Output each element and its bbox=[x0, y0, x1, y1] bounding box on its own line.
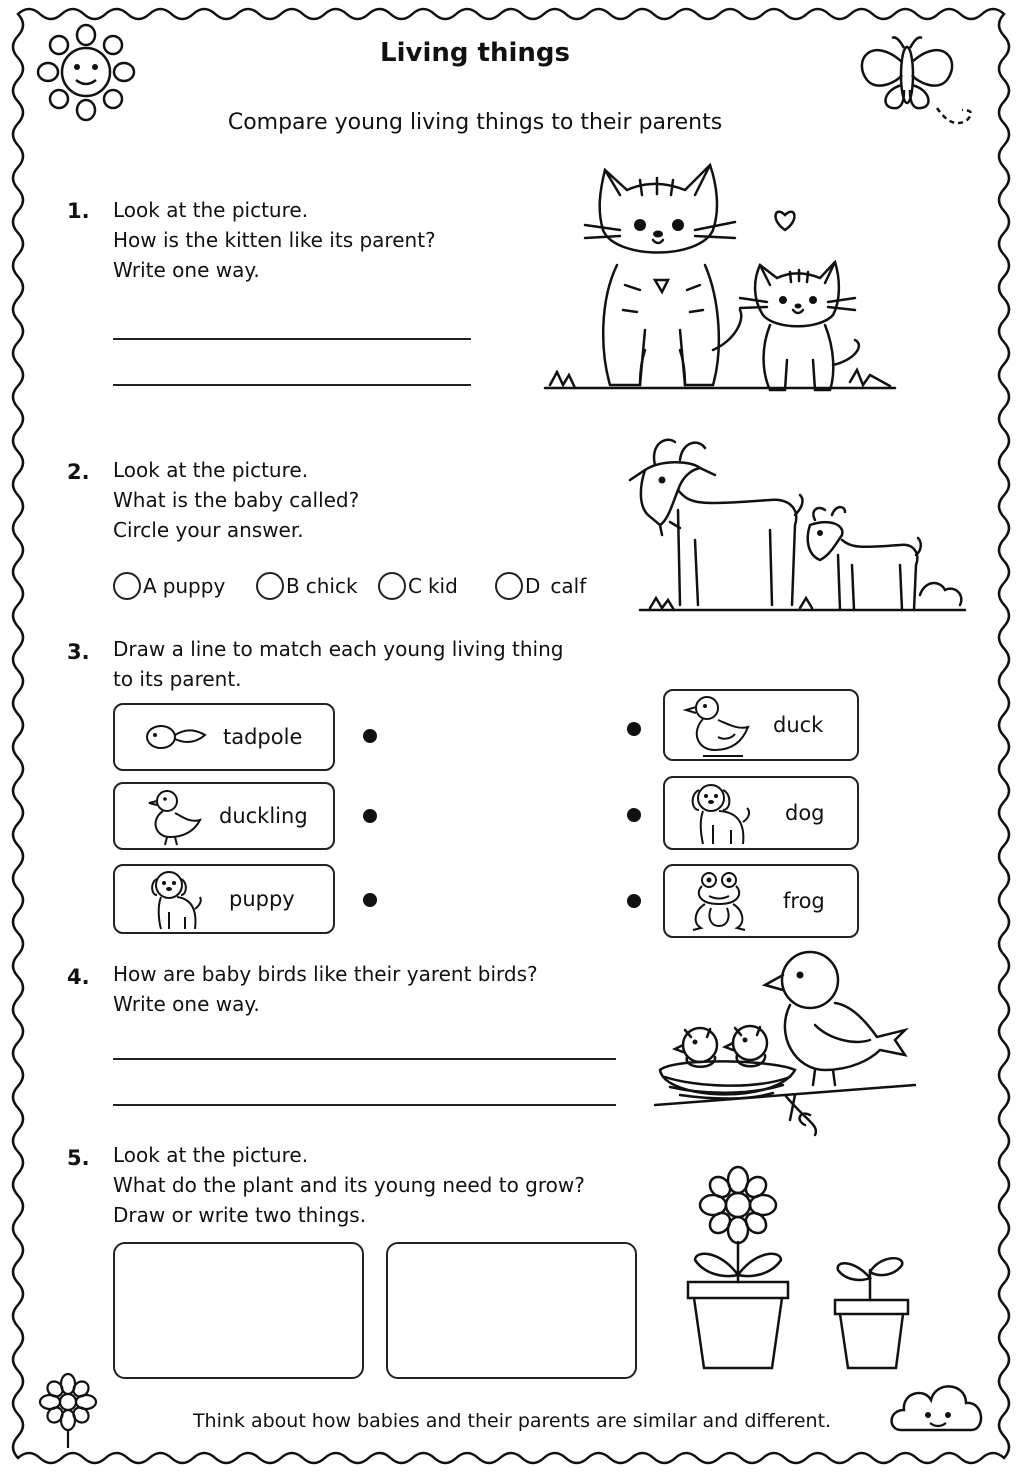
question-2-line-3: Circle your answer. bbox=[113, 518, 304, 542]
question-1-line-3: Write one way. bbox=[113, 258, 260, 282]
footer-note: Think about how babies and their parents are similar and different. bbox=[192, 1410, 832, 1432]
answer-line-q1-1[interactable] bbox=[113, 338, 471, 340]
young-label-3: puppy bbox=[229, 887, 295, 911]
page-subtitle: Compare young living things to their parents bbox=[227, 110, 723, 135]
option-b-radio[interactable] bbox=[256, 572, 284, 600]
question-4-line-2: Write one way. bbox=[113, 992, 260, 1016]
option-d-radio[interactable] bbox=[495, 572, 523, 600]
option-a[interactable] bbox=[113, 572, 225, 600]
question-4-line-1: How are baby birds like their yarent birds? bbox=[113, 962, 538, 986]
question-3-line-1: Draw a line to match each young living thing bbox=[113, 637, 564, 661]
option-b-text: chick bbox=[305, 574, 358, 598]
question-5-line-1: Look at the picture. bbox=[113, 1143, 309, 1167]
question-5-line-2: What do the plant and its young need to grow? bbox=[113, 1173, 585, 1197]
parent-label-3: frog bbox=[783, 889, 825, 913]
duck-icon bbox=[683, 692, 753, 758]
drawing-box-2[interactable] bbox=[386, 1242, 637, 1379]
match-dot-young-3[interactable] bbox=[363, 893, 377, 907]
sun-icon bbox=[28, 22, 138, 122]
question-2-number: 2. bbox=[67, 460, 90, 484]
young-label-2: duckling bbox=[219, 804, 308, 828]
goat-and-kid-illustration bbox=[620, 430, 970, 615]
match-card-parent-1[interactable] bbox=[663, 689, 859, 761]
option-c-radio[interactable] bbox=[378, 572, 406, 600]
option-d-text: calf bbox=[550, 574, 587, 598]
question-3-number: 3. bbox=[67, 640, 90, 664]
question-2-line-1: Look at the picture. bbox=[113, 458, 309, 482]
option-a-letter: A bbox=[143, 574, 157, 598]
birds-in-nest-illustration bbox=[655, 945, 920, 1135]
parent-label-1: duck bbox=[773, 713, 824, 737]
option-c[interactable] bbox=[378, 572, 458, 600]
question-1-line-1: Look at the picture. bbox=[113, 198, 309, 222]
match-card-young-2[interactable] bbox=[113, 782, 335, 850]
answer-line-q1-2[interactable] bbox=[113, 384, 471, 386]
option-b-letter: B bbox=[286, 574, 300, 598]
option-a-radio[interactable] bbox=[113, 572, 141, 600]
question-3-line-2: to its parent. bbox=[113, 667, 242, 691]
question-2-line-2: What is the baby called? bbox=[113, 488, 360, 512]
young-label-1: tadpole bbox=[223, 725, 303, 749]
match-card-parent-2[interactable] bbox=[663, 776, 859, 850]
dog-icon bbox=[687, 780, 757, 846]
answer-line-q4-1[interactable] bbox=[113, 1058, 616, 1060]
duckling-icon bbox=[145, 785, 205, 847]
question-5-line-3: Draw or write two things. bbox=[113, 1203, 367, 1227]
drawing-box-1[interactable] bbox=[113, 1242, 364, 1379]
option-d-letter: D bbox=[525, 574, 541, 598]
option-b[interactable] bbox=[256, 572, 358, 600]
cat-and-kitten-illustration bbox=[545, 150, 900, 400]
option-d[interactable] bbox=[495, 572, 586, 600]
option-c-letter: C bbox=[408, 574, 422, 598]
question-5-number: 5. bbox=[67, 1146, 90, 1170]
question-1-number: 1. bbox=[67, 199, 90, 223]
match-dot-young-1[interactable] bbox=[363, 729, 377, 743]
option-a-text: puppy bbox=[162, 574, 226, 598]
question-1-line-2: How is the kitten like its parent? bbox=[113, 228, 436, 252]
match-card-young-3[interactable] bbox=[113, 864, 335, 934]
match-dot-young-2[interactable] bbox=[363, 809, 377, 823]
question-4-number: 4. bbox=[67, 965, 90, 989]
tadpole-icon bbox=[143, 717, 213, 757]
match-card-parent-3[interactable] bbox=[663, 864, 859, 938]
flower-and-seedling-illustration bbox=[680, 1160, 920, 1375]
match-dot-parent-3[interactable] bbox=[627, 894, 641, 908]
parent-label-2: dog bbox=[785, 801, 825, 825]
answer-line-q4-2[interactable] bbox=[113, 1104, 616, 1106]
puppy-icon bbox=[145, 867, 205, 931]
page-title: Living things bbox=[380, 38, 570, 68]
frog-icon bbox=[687, 868, 757, 934]
match-dot-parent-2[interactable] bbox=[627, 808, 641, 822]
option-c-text: kid bbox=[427, 574, 458, 598]
match-card-young-1[interactable] bbox=[113, 703, 335, 771]
match-dot-parent-1[interactable] bbox=[627, 722, 641, 736]
